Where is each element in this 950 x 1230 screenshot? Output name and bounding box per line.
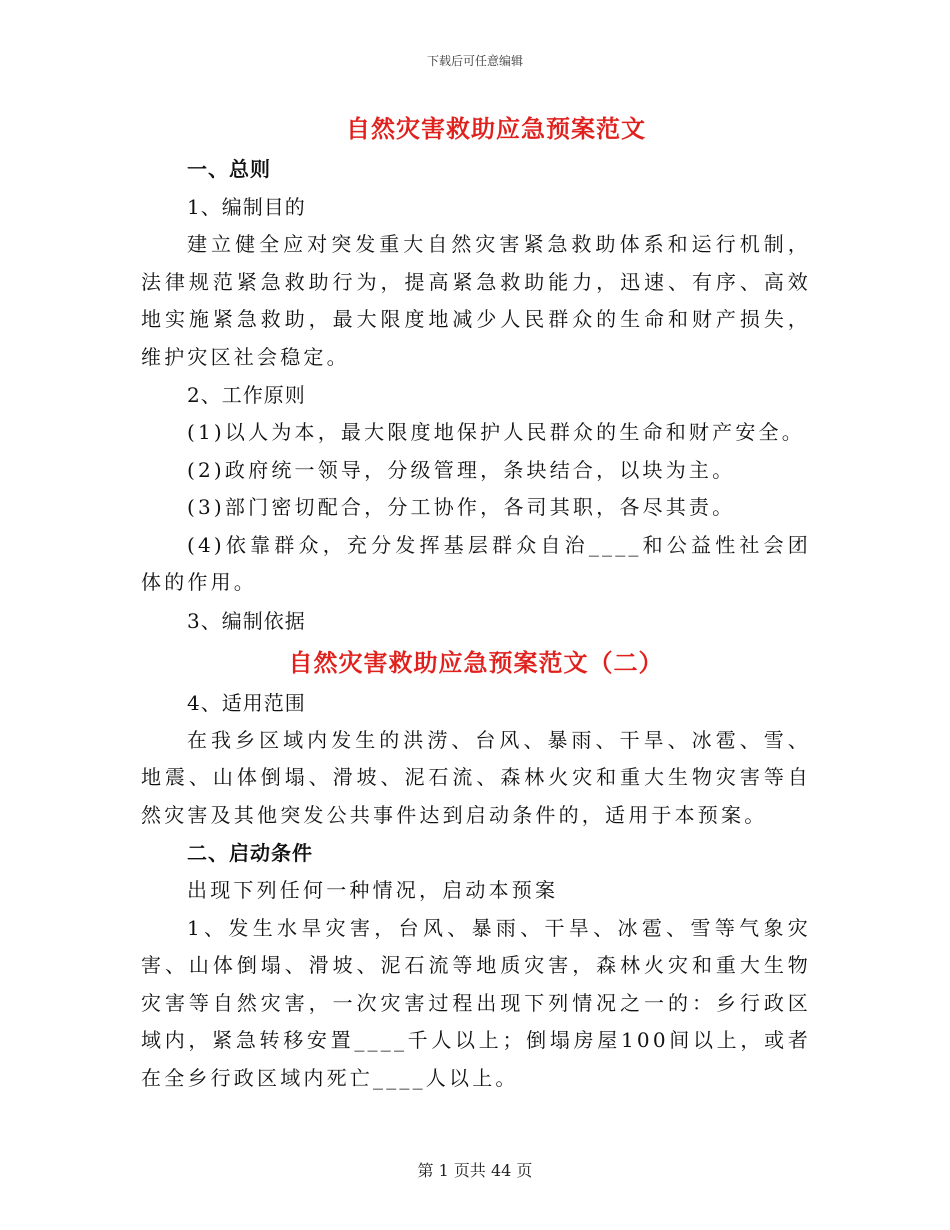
document-body [141, 108, 811, 1097]
paragraph-purpose: 建立健全应对突发重大自然灾害紧急救助体系和运行机制，法律规范紧急救助行为，提高紧急救助能力，迅速、有序、高效地实施紧急救助，最大限度地减少人民群众的生命和财产损失，维护灾区社会稳定。 [141, 232, 811, 369]
paragraph-scope: 在我乡区域内发生的洪涝、台风、暴雨、干旱、冰雹、雪、地震、山体倒塌、滑坡、泥石流、森林火灾和重大生物灾害等自然灾害及其他突发公共事件达到启动条件的，适用于本预案。 [141, 727, 811, 827]
page-footer: 第 1 页共 44 页 [417, 1161, 533, 1180]
section-heading-general: 一、总则 [187, 157, 271, 181]
section-heading-trigger: 二、启动条件 [187, 841, 313, 865]
paragraph-trigger-1: 1、发生水旱灾害，台风、暴雨、干旱、冰雹、雪等气象灾害、山体倒塌、滑坡、泥石流等地质灾害，森林火灾和重大生物灾害等自然灾害，一次灾害过程出现下列情况之一的：乡行政区域内，紧急转移安置____千人以上；倒塌房屋100间以上，或者在全乡行政区域内死亡____人以上。 [141, 915, 811, 1090]
document-title-2: 自然灾害救助应急预案范文（二） [288, 647, 664, 677]
principle-2: (2)政府统一领导，分级管理，条块结合，以块为主。 [187, 457, 736, 482]
subsection-purpose: 1、编制目的 [187, 195, 306, 219]
principle-1: (1)以人为本，最大限度地保护人民群众的生命和财产安全。 [187, 420, 805, 444]
paragraph-trigger-intro: 出现下列任何一种情况，启动本预案 [187, 878, 559, 902]
subsection-principles: 2、工作原则 [187, 383, 306, 407]
document-title: 自然灾害救助应急预案范文 [346, 114, 646, 143]
subsection-scope: 4、适用范围 [187, 690, 306, 715]
page-header: 下载后可任意编辑 [426, 54, 523, 68]
subsection-basis: 3、编制依据 [187, 608, 306, 633]
principle-3: (3)部门密切配合，分工协作，各司其职，各尽其责。 [187, 495, 736, 519]
principle-4: (4)依靠群众，充分发挥基层群众自治____和公益性社会团体的作用。 [141, 532, 811, 594]
